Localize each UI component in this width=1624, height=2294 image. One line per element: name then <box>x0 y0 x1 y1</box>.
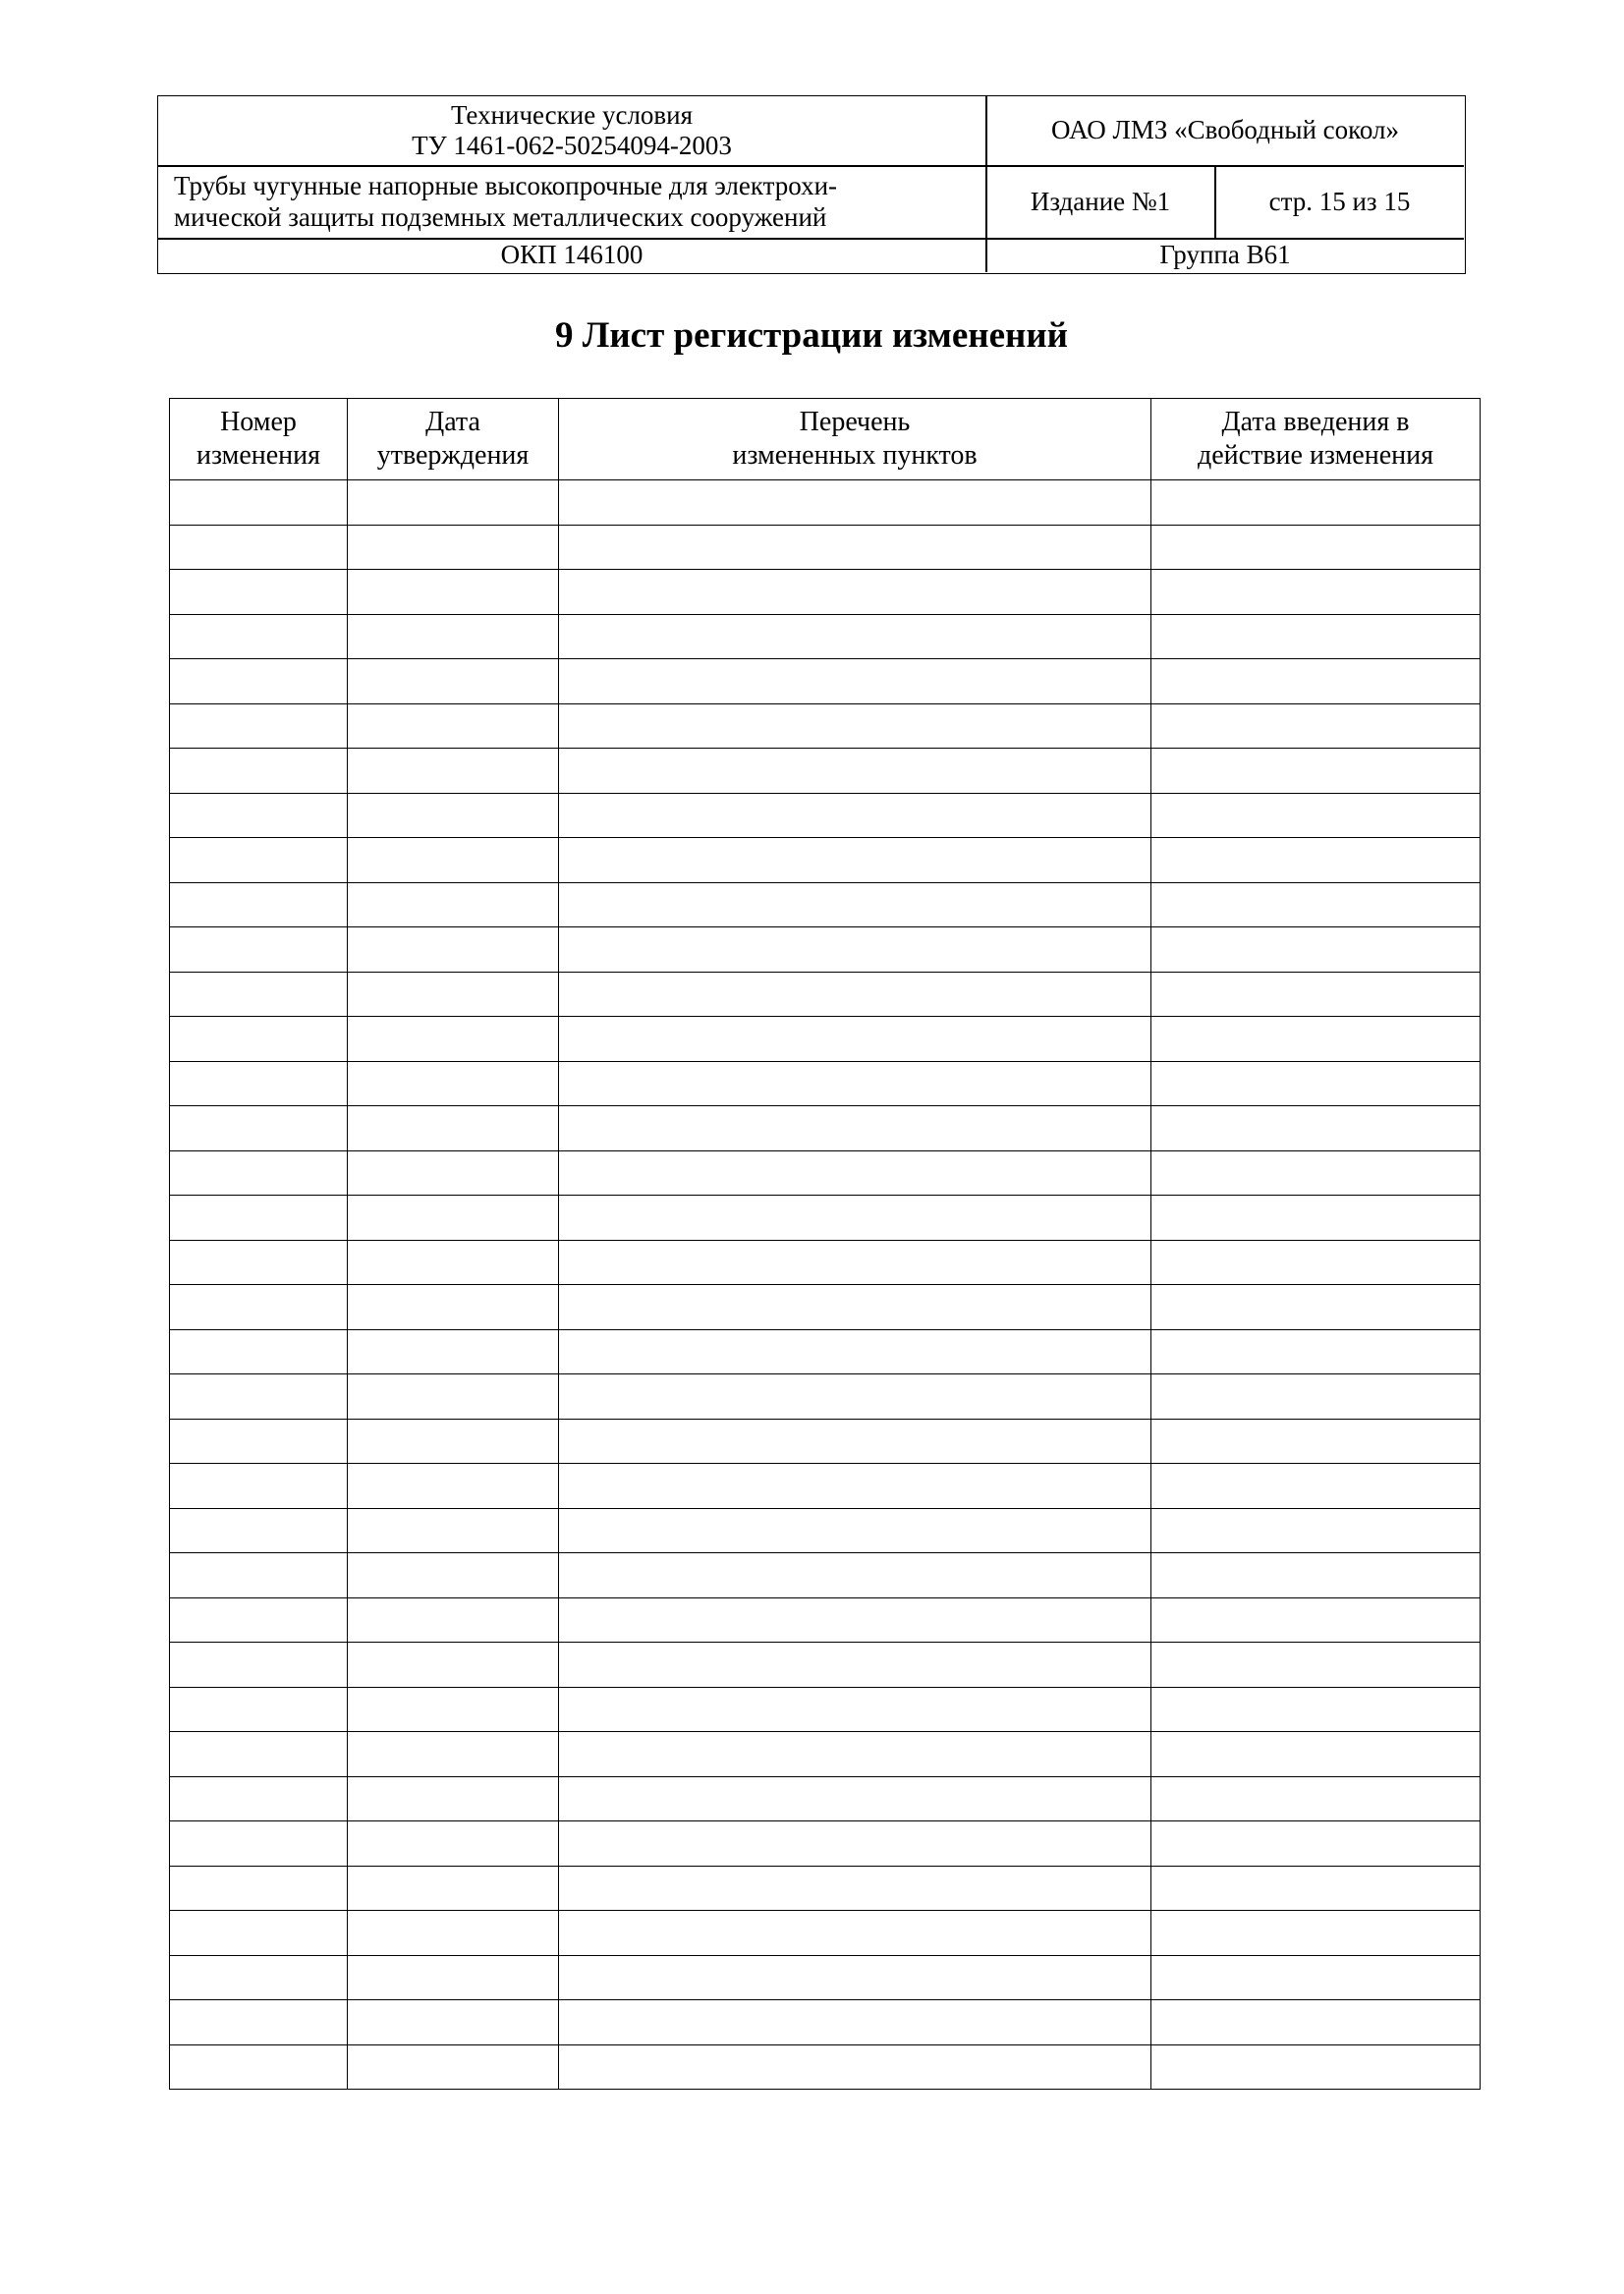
table-row <box>170 703 1481 749</box>
group-code: Группа В61 <box>1159 240 1291 270</box>
table-row <box>170 749 1481 794</box>
table-cell <box>170 1374 348 1420</box>
table-cell <box>1151 838 1481 883</box>
table-cell <box>559 1553 1151 1598</box>
table-cell <box>559 1821 1151 1867</box>
table-cell <box>1151 1419 1481 1464</box>
table-cell <box>170 1821 348 1867</box>
table-header-row <box>170 399 1481 480</box>
company-name: ОАО ЛМЗ «Свободный сокол» <box>1050 115 1400 145</box>
table-row <box>170 2000 1481 2045</box>
table-cell <box>170 614 348 659</box>
table-cell <box>1151 2044 1481 2090</box>
table-cell <box>1151 1017 1481 1062</box>
group-cell <box>986 239 1464 272</box>
table-cell <box>348 749 559 794</box>
table-cell <box>170 2000 348 2045</box>
table-cell <box>170 749 348 794</box>
okp-code: ОКП 146100 <box>500 240 644 270</box>
table-cell <box>559 972 1151 1017</box>
table-cell <box>1151 1776 1481 1821</box>
table-row <box>170 1329 1481 1374</box>
table-row <box>170 793 1481 838</box>
table-cell <box>1151 570 1481 615</box>
edition-number: Издание №1 <box>1030 186 1171 216</box>
table-cell <box>559 1329 1151 1374</box>
table-cell <box>348 1017 559 1062</box>
table-cell <box>559 1508 1151 1553</box>
table-cell <box>1151 525 1481 570</box>
table-cell <box>170 1061 348 1106</box>
table-cell <box>1151 1285 1481 1330</box>
table-cell <box>348 1776 559 1821</box>
table-cell <box>559 1061 1151 1106</box>
table-cell <box>348 614 559 659</box>
table-cell <box>348 2000 559 2045</box>
table-cell <box>1151 703 1481 749</box>
table-cell <box>1151 1106 1481 1151</box>
table-cell <box>170 882 348 927</box>
table-cell <box>348 1061 559 1106</box>
table-cell <box>559 1017 1151 1062</box>
table-cell <box>348 1374 559 1420</box>
table-cell <box>1151 1329 1481 1374</box>
table-cell <box>1151 1553 1481 1598</box>
document-header <box>157 95 1466 274</box>
table-row <box>170 1955 1481 2000</box>
table-cell <box>170 1419 348 1464</box>
table-row <box>170 1687 1481 1732</box>
table-cell <box>559 1687 1151 1732</box>
table-cell <box>559 525 1151 570</box>
column-header-change-number: Номер изменения <box>170 399 348 480</box>
table-cell <box>559 1911 1151 1956</box>
table-cell <box>559 1374 1151 1420</box>
table-cell <box>1151 882 1481 927</box>
table-cell <box>1151 2000 1481 2045</box>
table-cell <box>170 1687 348 1732</box>
table-cell <box>348 838 559 883</box>
table-cell <box>1151 1061 1481 1106</box>
table-cell <box>170 838 348 883</box>
table-cell <box>1151 659 1481 704</box>
table-cell <box>170 1106 348 1151</box>
table-row <box>170 927 1481 973</box>
table-cell <box>348 1508 559 1553</box>
table-row <box>170 1374 1481 1420</box>
table-row <box>170 1597 1481 1643</box>
table-row <box>170 1553 1481 1598</box>
table-cell <box>348 480 559 526</box>
table-cell <box>1151 749 1481 794</box>
table-cell <box>1151 1687 1481 1732</box>
table-cell <box>559 1776 1151 1821</box>
table-cell <box>170 1911 348 1956</box>
table-cell <box>559 703 1151 749</box>
table-cell <box>559 614 1151 659</box>
table-cell <box>170 525 348 570</box>
table-row <box>170 1866 1481 1911</box>
table-cell <box>170 703 348 749</box>
table-cell <box>348 1866 559 1911</box>
table-cell <box>348 882 559 927</box>
table-cell <box>348 1597 559 1643</box>
table-row <box>170 838 1481 883</box>
table-row <box>170 1911 1481 1956</box>
company-cell <box>986 96 1464 165</box>
table-cell <box>348 525 559 570</box>
table-row <box>170 1821 1481 1867</box>
table-cell <box>170 570 348 615</box>
table-cell <box>170 1196 348 1241</box>
table-cell <box>1151 480 1481 526</box>
table-cell <box>1151 927 1481 973</box>
table-cell <box>559 1643 1151 1688</box>
table-cell <box>170 1240 348 1285</box>
table-cell <box>348 1732 559 1777</box>
table-cell <box>559 793 1151 838</box>
table-cell <box>348 1911 559 1956</box>
table-cell <box>348 659 559 704</box>
table-cell <box>559 1150 1151 1196</box>
table-cell <box>348 2044 559 2090</box>
table-cell <box>1151 1911 1481 1956</box>
table-row <box>170 1150 1481 1196</box>
table-row <box>170 480 1481 526</box>
table-cell <box>170 972 348 1017</box>
product-cell <box>158 166 985 238</box>
table-cell <box>1151 1643 1481 1688</box>
table-row <box>170 1464 1481 1509</box>
table-row <box>170 2044 1481 2090</box>
table-cell <box>348 927 559 973</box>
table-cell <box>348 1240 559 1285</box>
table-cell <box>170 659 348 704</box>
table-cell <box>348 972 559 1017</box>
table-cell <box>1151 1508 1481 1553</box>
table-row <box>170 1017 1481 1062</box>
table-cell <box>559 927 1151 973</box>
table-cell <box>559 749 1151 794</box>
table-row <box>170 1419 1481 1464</box>
page-cell <box>1215 166 1464 238</box>
product-title-line1: Трубы чугунные напорные высокопрочные для электрохи- <box>174 171 838 201</box>
change-register-table <box>169 398 1481 2090</box>
product-title-line2: мической защиты подземных металлических сооружений <box>174 201 827 232</box>
table-cell <box>559 882 1151 927</box>
page-number: стр. 15 из 15 <box>1268 186 1411 216</box>
table-row <box>170 1240 1481 1285</box>
table-cell <box>559 1196 1151 1241</box>
table-cell <box>559 480 1151 526</box>
table-row <box>170 1508 1481 1553</box>
table-cell <box>559 1285 1151 1330</box>
table-cell <box>559 1732 1151 1777</box>
table-cell <box>1151 614 1481 659</box>
column-header-changed-items: Перечень измененных пунктов <box>559 399 1151 480</box>
table-cell <box>559 570 1151 615</box>
table-cell <box>348 1553 559 1598</box>
table-row <box>170 614 1481 659</box>
table-row <box>170 1285 1481 1330</box>
table-row <box>170 1106 1481 1151</box>
table-cell <box>1151 1196 1481 1241</box>
table-cell <box>559 1597 1151 1643</box>
table-cell <box>559 1866 1151 1911</box>
table-cell <box>170 1464 348 1509</box>
column-header-approval-date: Дата утверждения <box>348 399 559 480</box>
table-cell <box>348 570 559 615</box>
table-cell <box>559 1955 1151 2000</box>
table-cell <box>348 1687 559 1732</box>
table-cell <box>170 1150 348 1196</box>
doc-type: Технические условия <box>450 99 694 130</box>
doc-type-cell <box>158 96 985 165</box>
table-cell <box>1151 1955 1481 2000</box>
table-cell <box>170 1285 348 1330</box>
table-cell <box>170 1866 348 1911</box>
table-cell <box>170 1017 348 1062</box>
table-cell <box>348 703 559 749</box>
table-cell <box>170 1508 348 1553</box>
table-row <box>170 1776 1481 1821</box>
table-cell <box>559 2044 1151 2090</box>
doc-number: ТУ 1461-062-50254094-2003 <box>412 131 732 160</box>
table-row <box>170 1196 1481 1241</box>
page-title: 9 Лист регистрации изменений <box>555 315 1068 356</box>
table-cell <box>1151 1732 1481 1777</box>
table-cell <box>348 1285 559 1330</box>
table-cell <box>348 793 559 838</box>
table-cell <box>348 1196 559 1241</box>
table-cell <box>348 1955 559 2000</box>
table-row <box>170 882 1481 927</box>
table-cell <box>559 1464 1151 1509</box>
table-cell <box>170 927 348 973</box>
table-cell <box>348 1419 559 1464</box>
table-cell <box>1151 1240 1481 1285</box>
table-cell <box>1151 1464 1481 1509</box>
table-cell <box>559 659 1151 704</box>
table-row <box>170 972 1481 1017</box>
table-cell <box>1151 1821 1481 1867</box>
okp-cell <box>158 239 985 272</box>
column-header-effective-date: Дата введения в действие изменения <box>1151 399 1481 480</box>
table-cell <box>170 1955 348 2000</box>
table-cell <box>559 838 1151 883</box>
table-cell <box>170 793 348 838</box>
table-cell <box>170 1776 348 1821</box>
table-cell <box>170 1553 348 1598</box>
table-cell <box>1151 1597 1481 1643</box>
table-cell <box>348 1643 559 1688</box>
table-cell <box>1151 1374 1481 1420</box>
table-row <box>170 525 1481 570</box>
table-cell <box>559 1240 1151 1285</box>
table-cell <box>170 1597 348 1643</box>
table-cell <box>348 1329 559 1374</box>
table-cell <box>170 1643 348 1688</box>
table-cell <box>170 1732 348 1777</box>
table-cell <box>559 1419 1151 1464</box>
table-cell <box>170 2044 348 2090</box>
table-row <box>170 1732 1481 1777</box>
table-body <box>170 480 1481 2090</box>
edition-cell <box>986 166 1214 238</box>
table-cell <box>348 1150 559 1196</box>
table-cell <box>559 1106 1151 1151</box>
table-row <box>170 1643 1481 1688</box>
table-row <box>170 570 1481 615</box>
table-cell <box>559 2000 1151 2045</box>
table-cell <box>170 1329 348 1374</box>
table-cell <box>1151 972 1481 1017</box>
table-cell <box>348 1106 559 1151</box>
table-cell <box>1151 793 1481 838</box>
table-row <box>170 1061 1481 1106</box>
table-cell <box>348 1464 559 1509</box>
table-cell <box>1151 1150 1481 1196</box>
table-cell <box>170 480 348 526</box>
table-cell <box>348 1821 559 1867</box>
table-row <box>170 659 1481 704</box>
table-cell <box>1151 1866 1481 1911</box>
